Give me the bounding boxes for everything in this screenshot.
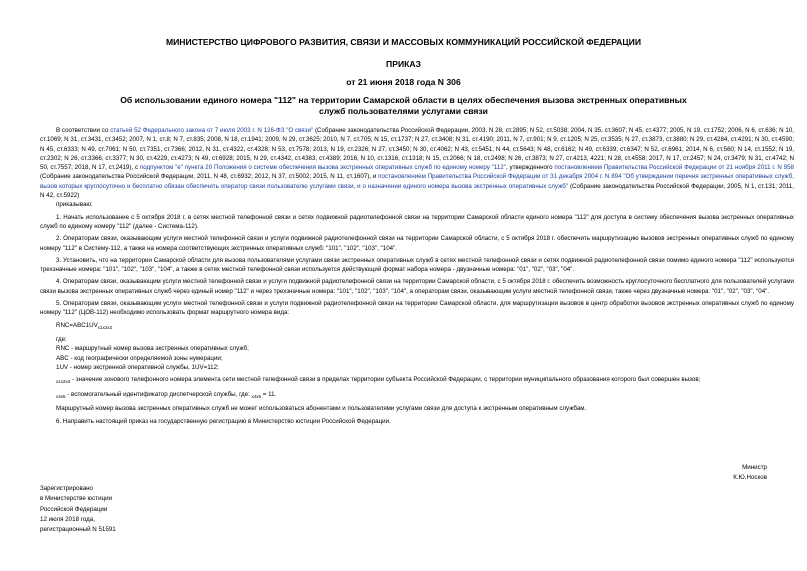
routing-note: Маршрутный номер вызова экстренных оперативных служб не может использоваться абонентами и пользователями услугами связи для доступа к экстренным оперативным службам. — [56, 405, 587, 413]
registration-line-2: в Министерстве юстиции — [40, 495, 113, 503]
preamble-text3: (Собрание законодательства Российской Федерации, 2011, N 48, ст.6932; 2012, N 37, ст.5002; 2015, N 11, ст.1607), и — [40, 173, 379, 181]
registration-line-4: 12 июля 2018 года, — [40, 515, 95, 523]
page-title: Об использовании единого номера "112" на территории Самарской области в целях обеспечения вызова экстренных оперативных служб пользователями услугами связи — [120, 95, 687, 116]
item-6: 6. Направить настоящий приказ на государственную регистрацию в Министерство юстиции Российской Федерации. — [56, 417, 391, 425]
definition-1uv: 1UV - номер экстренной оперативной службы, 1UV=112; — [56, 364, 219, 372]
x45-symbol: x4x5 — [56, 394, 66, 400]
definition-abc: ABC - код географически определяемой зоны нумерации; — [56, 354, 223, 362]
registration-block — [40, 484, 116, 535]
x45-text: - вспомогательный идентификатор диспетчерской службы, где: — [65, 390, 252, 398]
resolution-958-link[interactable]: постановлением Правительства Российской Федерации от 21 ноября 2011 г. N 958 — [554, 164, 794, 172]
item-1: 1. Начать использование с 5 октября 2018 г. в сетях местной телефонной связи и сетях подвижной радиотелефонной связи на территории Самарской области единого номера "112" для доступа в систему обеспечения вызова экстренных оперативных служб по единому номеру "112" (далее - Система-112). — [40, 213, 794, 230]
document-body — [40, 126, 794, 426]
signer-position: Министр — [742, 464, 767, 471]
definition-rnc: RNC - маршрутный номер вызова экстренных оперативных служб; — [56, 345, 249, 353]
registration-line-5: регистрационный N 51591 — [40, 526, 116, 534]
preamble-lead: В соответствии со — [56, 127, 111, 134]
registration-line-3: Российской Федерации — [40, 505, 108, 513]
definition-x45 — [40, 390, 794, 402]
preamble-text2: , утвержденного — [505, 164, 555, 172]
resolution-894-link[interactable]: постановлением Правительства Российской Федерации от 31 декабря 2004 г. N 894 "Об утверждении перечня экстренных оперативных служб, вызов которых круглосуточно и бесплатно обязан обеспечить оператор связи пользователю услугами связи, и о назначении единого номера вызова экстренных оперативных служб" — [40, 173, 794, 190]
routing-formula — [40, 321, 794, 333]
x123-symbol: x1x2x3 — [56, 379, 71, 385]
signature-block — [733, 463, 767, 483]
date-number: от 21 июня 2018 года N 306 — [346, 77, 461, 87]
item-2: 2. Операторам связи, оказывающим услуги местной телефонной связи и услуги подвижной радиотелефонной связи на территории Самарской области, с 5 октября 2018 г. обеспечить маршрутизацию вызовов экстренных оперативных служб по единому номеру "112" в Систему-112, а также на номера соответствующих экстренных оперативных служб: "101", "102", "103", "104". — [40, 235, 794, 252]
regulation-112-link[interactable]: подпунктом "е" пункта 20 Положения о системе обеспечения вызова экстренных оперативных служб по единому номеру "112" — [139, 164, 506, 172]
doc-type: ПРИКАЗ — [386, 59, 421, 69]
where-label: где: — [56, 336, 67, 344]
x45-value: = 11. — [261, 390, 277, 398]
ministry-title: МИНИСТЕРСТВО ЦИФРОВОГО РАЗВИТИЯ, СВЯЗИ И МАССОВЫХ КОММУНИКАЦИЙ РОССИЙСКОЙ ФЕДЕРАЦИИ — [165, 37, 642, 47]
preamble-text4: (Собрание законодательства Российской Федерации, 2005, N 1, ст.131; 2011, N 42, ст.5922) — [40, 182, 794, 200]
x45-symbol-2: x4x5 — [251, 394, 262, 400]
law-126fz-link[interactable]: статьей 52 Федерального закона от 7 июля 2003 г. N 126-ФЗ "О связи" — [110, 127, 314, 134]
registration-line-1: Зарегистрировано — [40, 485, 93, 492]
order-word: приказываю: — [56, 201, 93, 209]
x123-text: - значение зонового телефонного номера элемента сети местной телефонной связи в пределах территории субъекта Российской Федерации, с территории муниципального образования которого был совершен вызов; — [70, 376, 701, 384]
item-3: 3. Установить, что на территории Самарской области для вызова пользователями услугами связи экстренных оперативных служб в сетях местной телефонной связи и сетях подвижной радиотелефонной связи помимо единого номера "112" используются трехзначные номера: "101", "102", "103", "104", а также в сетях местной телефонной связи используется действующий формат набора номера - двузначные номера: "01", "02", "03", "04". — [40, 256, 794, 274]
definition-x123 — [40, 375, 794, 387]
signer-name: К.Ю.Носков — [733, 474, 767, 481]
formula-subscript: x1x2x3 — [97, 324, 113, 330]
preamble — [40, 126, 794, 200]
preamble-text1: (Собрание законодательства Российской Федерации, 2003, N 28, ст.2895; N 52, ст.5038; 2004, N 35, ст.3607; N 45, ст.4377; 2005, N 19, ст.1752; 2006, N 6, ст.636; N 10, ст.1069; N 31, ст.3431, ст.3452; 2007, N 1, ст.8; N 7, ст.835; 2008, N 18, ст.1941; 2009, N 29, ст.3625; 2010, N 7, ст.705; N 15, ст.1737; N 27, ст.3408; N 31, ст.4190; 2011, N 7, ст.901; N 9, ст.1205; N 25, ст.3535; N 27, ст.3873, ст.3880; N 29, ст.4284, ст.4291; N 30, ст.4590; N 45, ст.6333; N 49, ст.7061; N 50, ст.7351, ст.7366; 2012, N 31, ст.4322, ст.4328; N 53, ст.7578; 2013, N 19, ст.2326; N 27, ст.3450; N 30, ст.4062; N 43, ст.5451; N 44, ст.5643; N 48, ст.6162; N 49, ст.6339; ст.6347; N 52, ст.6961; 2014, N 6, ст.560; N 14, ст.1552; N 19, ст.2302; N 26, ст.3366, ст.3377; N 30, ст.4229, ст.4273; N 49, ст.6928; 2015, N 29, ст.4342, ст.4383, ст.4389; 2016, N 10, ст.1316, ст.1318; N 15, ст.2066; N 18, ст.2498; N 26, ст.3873; N 27, ст.4213, 4221; N 28, ст.4558; 2017, N 17, ст.2457; N 24, ст.3479; N 31, ст.4742; N 50, ст.7557; 2018, N 17, ст.2419), с — [40, 127, 794, 172]
item-5: 5. Операторам связи, оказывающим услуги местной телефонной связи и услуги подвижной радиотелефонной связи на территории Самарской области, для маршрутизации вызовов в центр обработки вызовов экстренных оперативных служб по единому номеру "112" (ЦОВ-112) необходимо использовать формат маршрутного номера вида: — [40, 300, 794, 317]
item-4: 4. Операторам связи, оказывающим услуги местной телефонной связи и услуги подвижной радиотелефонной связи на территории Самарской области, с 5 октября 2018 г. обеспечить возможность круглосуточного бесплатного для пользователей услугами связи вызова экстренных оперативных служб через единый номер "112" и через трехзначные номера: "101", "102", "103", "104", а операторам связи, оказывающим услуги местной телефонной связи, также через двузначные номера: "01", "02", "03", "04". — [40, 278, 794, 295]
formula-text: RNC=ABC1UV — [56, 321, 98, 329]
